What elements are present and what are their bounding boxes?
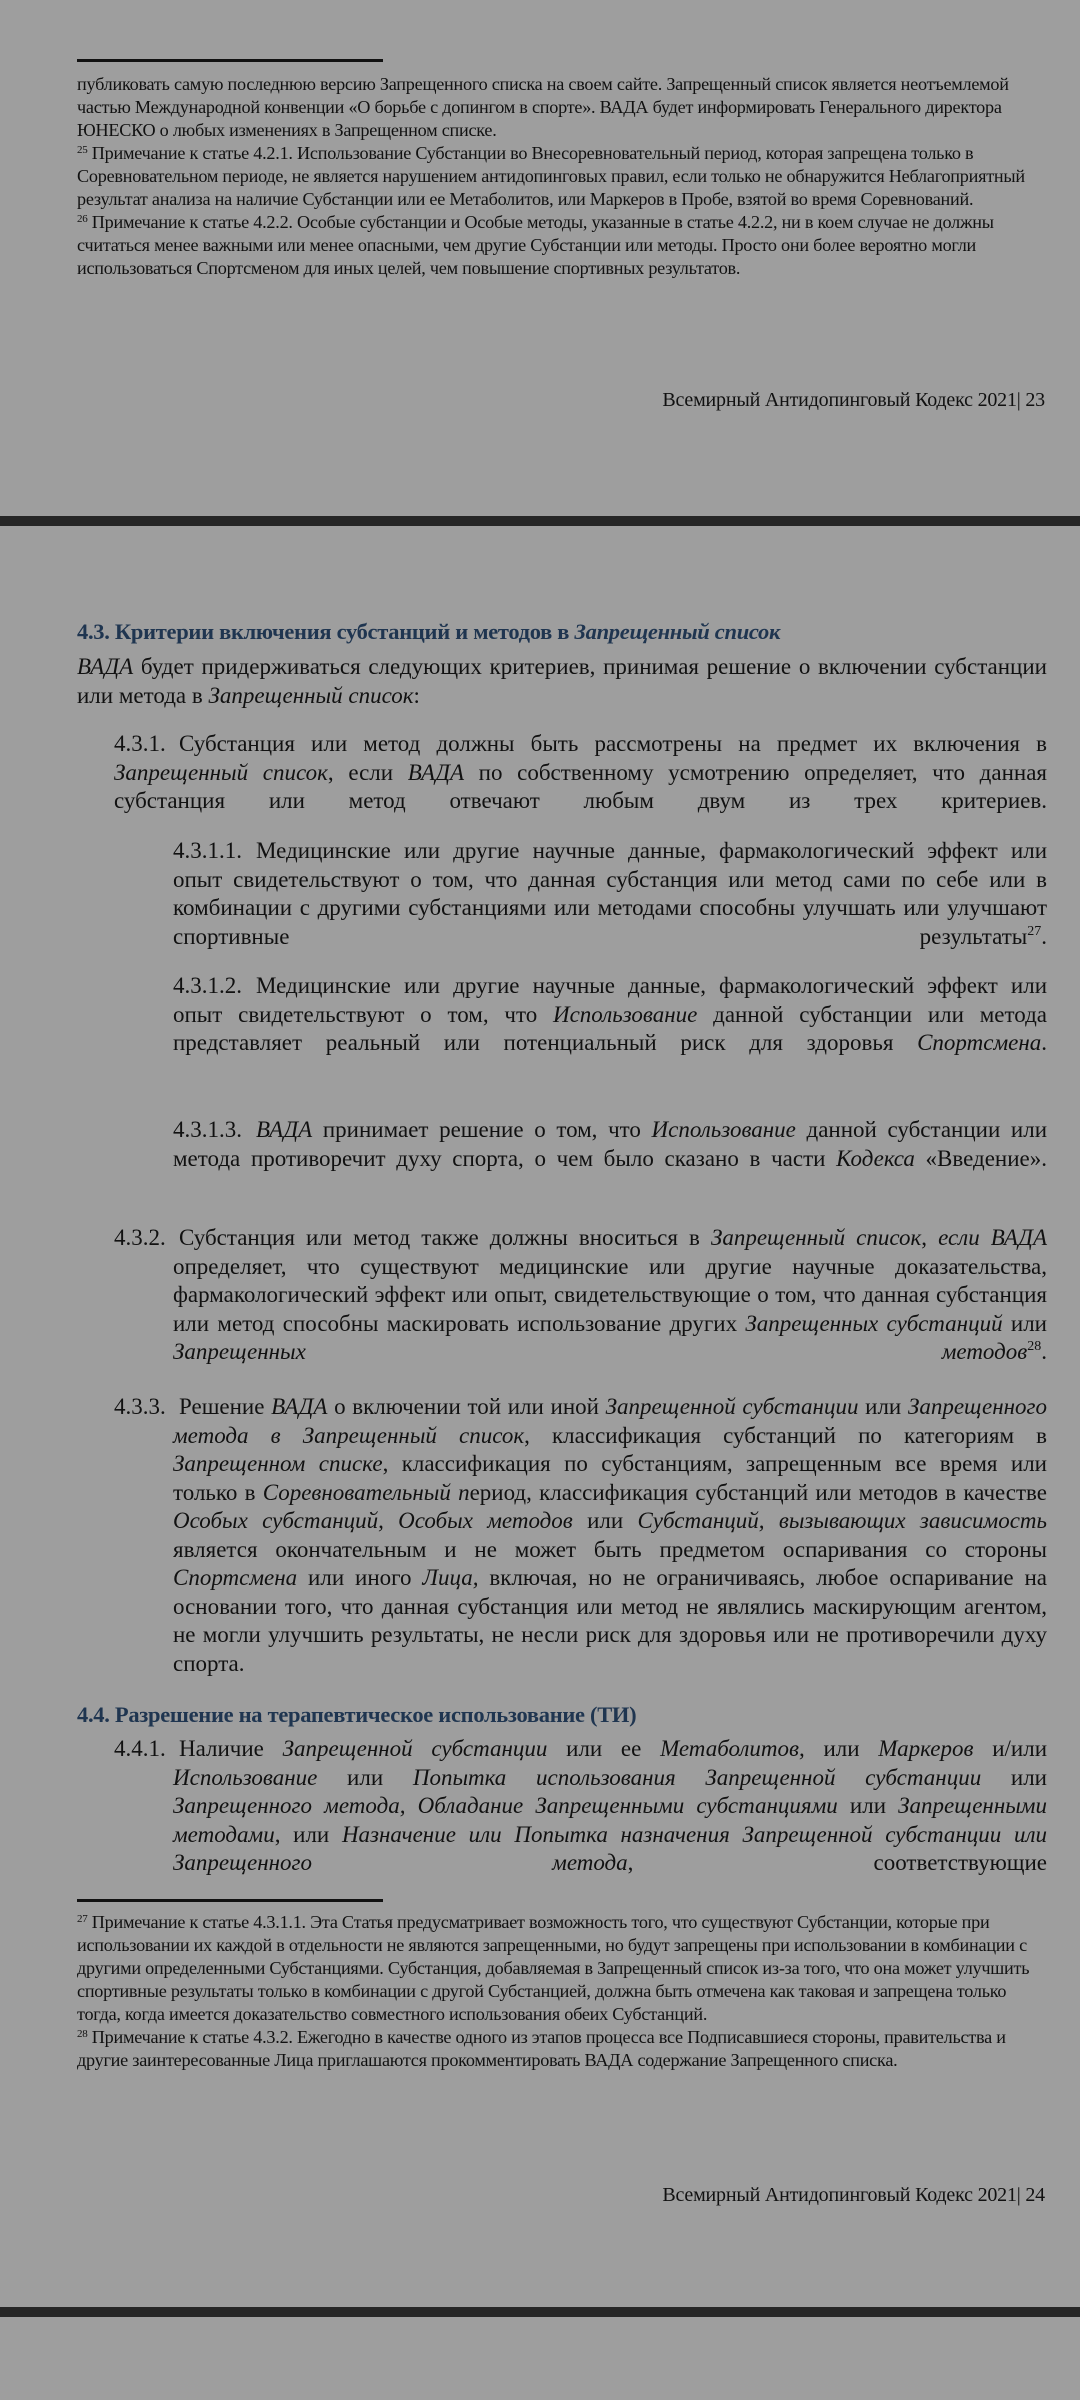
footnote-number: 25: [77, 144, 88, 156]
page-break: [0, 516, 1080, 526]
text: Решение: [179, 1394, 272, 1419]
text: , классификация субстанций по категориям в: [524, 1422, 1047, 1448]
term: Использование: [173, 1764, 318, 1790]
text: данной субстанции или метода представляет реальный или потенциальный риск для здоровья: [173, 1001, 1047, 1055]
article-number: 4.3.1.3.: [173, 1117, 242, 1142]
text: по собственному усмотрению определяет, что данная субстанция или метод отвечают любым двум из трех критериев.: [114, 759, 1047, 813]
term: Попытка использования Запрещенной субстанции: [412, 1764, 982, 1790]
term: Запрещенными методами: [173, 1793, 1047, 1847]
article-number: 4.3.1.: [114, 731, 166, 756]
term: Запрещенной субстанции: [605, 1394, 859, 1419]
article-text: [173, 1116, 1047, 1202]
intro-text: :: [413, 682, 420, 708]
text: , если: [327, 759, 408, 785]
text: ,: [921, 1225, 939, 1250]
term: Запрещенного метода в Запрещенный список: [173, 1394, 1047, 1448]
text: «Введение».: [914, 1145, 1047, 1171]
term: Использование: [552, 1001, 698, 1027]
text: принимает решение о том, что: [312, 1117, 652, 1142]
term: Запрещенных методов: [173, 1339, 1028, 1364]
text: или иного: [297, 1565, 423, 1590]
term: Запрещенном списке: [173, 1451, 383, 1476]
term: Назначение или Попытка назначения Запрещенной субстанции или Запрещенного метода: [173, 1821, 1047, 1875]
footnote-separator: [77, 1899, 383, 1902]
article-number: 4.3.1.2.: [173, 973, 242, 998]
text: ериод, классификация субстанций или методов в качестве: [469, 1479, 1047, 1505]
term: Запрещенной субстанции: [282, 1736, 548, 1761]
article-number: 4.3.2.: [114, 1225, 166, 1250]
section-heading-4-4: 4.4. Разрешение на терапевтическое использование (ТИ): [77, 1702, 637, 1727]
text: или: [837, 1793, 899, 1818]
footnote-text: Примечание к статье 4.3.2. Ежегодно в качестве одного из этапов процесса все Подписавшиеся стороны, правительства и другие заинтересованные Лица приглашаются прокомментировать ВАДА содержание Запрещенного списка.: [77, 2027, 1006, 2070]
text: или ее: [547, 1736, 661, 1761]
article-number: 4.3.3.: [114, 1394, 166, 1419]
term: Особых субстанций, Особых методов: [173, 1508, 573, 1533]
intro-text: будет придерживаться следующих критериев, принимая решение о включении субстанции или метода в: [77, 654, 1047, 708]
term-prohibited-list: Запрещенный список: [208, 682, 414, 708]
footnotes-page-24: [77, 1911, 1047, 2072]
term: Кодекса: [836, 1145, 915, 1171]
article-number: 4.3.1.1.: [173, 838, 242, 863]
footnote-separator: [77, 59, 383, 62]
footnote-text: Примечание к статье 4.2.1. Использование Субстанции во Внесоревновательный период, которая запрещена только в Соревновательном периоде, не является нарушением антидопинговых правил, если только не обнаружится Неблагоприятный результат анализа на наличие Субстанции или ее Метаболитов, или Маркеров в Пробе, взятой во время Соревнований.: [77, 143, 1025, 209]
term: Метаболитов,: [660, 1736, 805, 1761]
text: Субстанция или метод должны быть рассмотрены на предмет их включения в: [179, 731, 1047, 756]
text: Наличие: [179, 1736, 283, 1761]
page-footer-23: Всемирный Антидопинговый Кодекс 2021| 23: [662, 389, 1045, 411]
text: является окончательным и не может быть предметом оспаривания со стороны: [173, 1536, 1047, 1562]
article-text: [173, 837, 1047, 980]
heading-italic: Запрещенный список: [574, 619, 781, 644]
article-text: [114, 1735, 1047, 1906]
footnote-number: 28: [77, 2028, 88, 2040]
term: если ВАДА: [938, 1225, 1047, 1250]
section-heading-4-3: [77, 619, 780, 645]
text: или: [572, 1508, 638, 1533]
term: Маркеров: [878, 1736, 974, 1761]
term: Запрещенного метода, Обладание Запрещенными субстанциями: [173, 1793, 838, 1818]
footnote-27: [77, 1911, 1047, 2026]
article-text: [114, 1224, 1047, 1395]
article-4-3-1-3: [173, 1116, 1047, 1202]
text: или: [804, 1736, 879, 1761]
footnote-ref: 27: [1027, 923, 1042, 939]
footnote-28: [77, 2026, 1047, 2072]
footnotes-page-23: [77, 73, 1047, 280]
section-intro: [77, 653, 1047, 710]
article-4-3-1-2: [173, 972, 1047, 1086]
term: Лица,: [422, 1565, 479, 1590]
footnote-number: 26: [77, 213, 88, 225]
text: Медицинские или другие научные данные, фармакологический эффект или опыт свидетельствуют о том, что данная субстанция или метод сами по себе или в комбинации с другими субстанциями или методами способны улучшать или улучшают спортивные результаты: [173, 838, 1047, 949]
text: Субстанция или метод также должны вноситься в: [179, 1225, 711, 1250]
article-4-3-3: [114, 1393, 1047, 1707]
term: Использование: [651, 1117, 796, 1142]
text: или: [858, 1394, 908, 1419]
term: Спортсмена: [917, 1030, 1042, 1055]
text: , классификация по субстанциям, запрещенным все время или только в: [173, 1451, 1047, 1505]
footnote-25: [77, 142, 1047, 211]
term-wada: ВАДА: [77, 654, 134, 679]
term: Спортсмена: [173, 1565, 298, 1590]
footnote-continuation: публиковать самую последнюю версию Запрещенного списка на своем сайте. Запрещенный список является неотъемлемой частью Международной конвенции «О борьбе с допингом в спорте». ВАДА будет информировать Генерального директора ЮНЕСКО о любых изменениях в Запрещенном списке.: [77, 74, 1009, 140]
page-24: [0, 526, 1080, 2307]
article-text: [114, 1393, 1047, 1707]
text: включая, но не ограничиваясь, любое оспаривание на основании того, что данная субстанция или метод не являлись маскирующим агентом, не могли улучшить результаты, не несли риск для здоровья или не противоречили духу спорта.: [173, 1565, 1047, 1676]
text: .: [1041, 923, 1047, 949]
term: Субстанций, вызывающих зависимость: [637, 1508, 1047, 1533]
text: о включении той или иной: [327, 1394, 606, 1419]
text: определяет, что существуют медицинские или другие научные доказательства, фармакологический эффект или опыт, свидетельствующие о том, что данная субстанция или метод способны маскировать использование других: [173, 1253, 1047, 1336]
text: или: [981, 1764, 1047, 1790]
text: и/или: [973, 1736, 1048, 1761]
heading-text: Критерии включения субстанций и методов в: [114, 619, 570, 644]
page-footer-24: Всемирный Антидопинговый Кодекс 2021| 24: [662, 2184, 1045, 2206]
term: Запрещенный список: [114, 759, 328, 785]
term: ВАДА: [256, 1117, 313, 1142]
footnote-number: 27: [77, 1913, 88, 1925]
article-number: 4.4.1.: [114, 1736, 166, 1761]
term: Запрещенных субстанций: [745, 1310, 1003, 1336]
term: Запрещенный список: [710, 1225, 922, 1250]
article-text: [114, 730, 1047, 844]
article-text: [173, 972, 1047, 1086]
term: Соревновательный п: [262, 1479, 470, 1505]
article-4-3-2: [114, 1224, 1047, 1395]
term: ВАДА: [271, 1394, 328, 1419]
footnote-26: [77, 211, 1047, 280]
article-4-4-1: [114, 1735, 1047, 1906]
article-4-3-1-1: [173, 837, 1047, 980]
footnote-text: Примечание к статье 4.2.2. Особые субстанции и Особые методы, указанные в статье 4.2.2, ни в коем случае не должны считаться менее важными или менее опасными, чем другие Субстанции или методы. Просто они более вероятно могли использоваться Спортсменом для иных целей, чем повышение спортивных результатов.: [77, 212, 994, 278]
page-23: [0, 0, 1080, 516]
text: или: [1002, 1310, 1047, 1336]
heading-number: 4.3.: [77, 619, 110, 644]
page-break: [0, 2307, 1080, 2317]
text: .: [1041, 1339, 1047, 1364]
article-4-3-1: [114, 730, 1047, 844]
footnote-ref: 28: [1027, 1339, 1042, 1354]
text: .: [1041, 1030, 1047, 1055]
text: Медицинские или другие научные данные, фармакологический эффект или опыт свидетельствуют о том, что: [173, 973, 1047, 1027]
text: или: [317, 1764, 413, 1790]
text: данной субстанции или метода противоречит духу спорта, о чем было сказано в части: [173, 1117, 1048, 1171]
text: , или: [274, 1821, 342, 1847]
text: , соответствующие: [627, 1850, 1047, 1875]
footnote-text: Примечание к статье 4.3.1.1. Эта Статья предусматривает возможность того, что существуют Субстанции, которые при использовании их каждой в отдельности не являются запрещенными, но будут запрещены при использовании в комбинации с другими определенными Субстанциями. Субстанция, добавляемая в Запрещенный список из-за того, что она может улучшить спортивные результаты только в комбинации с другой Субстанцией, должна быть отмечена как таковая и запрещена только тогда, когда имеется доказательство совместного использования обеих Субстанций.: [77, 1912, 1030, 2024]
term: ВАДА: [407, 759, 464, 785]
